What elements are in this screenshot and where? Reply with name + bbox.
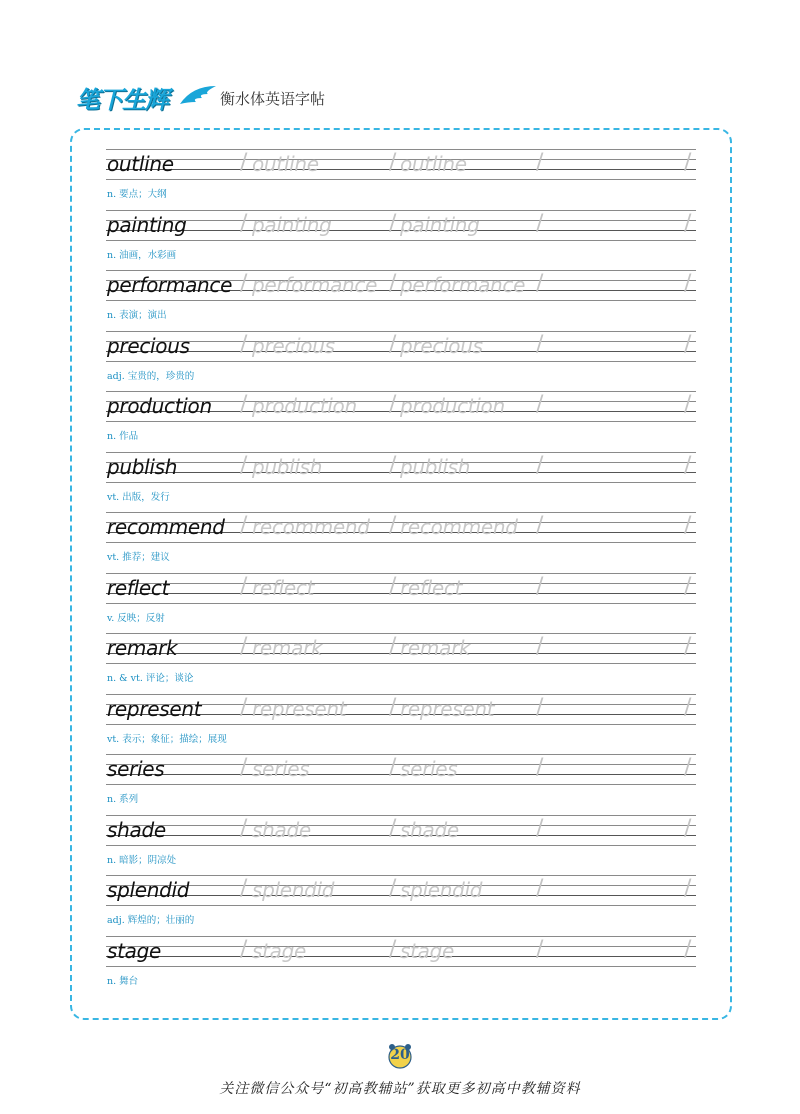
guide-line bbox=[106, 603, 696, 604]
practice-slash: / bbox=[536, 573, 544, 599]
practice-slash: / bbox=[389, 210, 397, 236]
trace-word: publish bbox=[400, 454, 471, 479]
trace-word: outline bbox=[400, 152, 467, 176]
trace-word: performance bbox=[400, 273, 526, 297]
vocab-definition: adj. 宝贵的，珍贵的 bbox=[107, 370, 195, 382]
vocab-entry bbox=[106, 807, 696, 868]
vocab-word: shade bbox=[107, 817, 166, 842]
vocab-entry bbox=[106, 686, 696, 747]
page-header bbox=[70, 80, 730, 120]
practice-slash: / bbox=[389, 271, 397, 296]
vocab-definition: n. 表演；演出 bbox=[107, 310, 167, 321]
trace-word: painting bbox=[400, 212, 480, 237]
vocab-word: recommend bbox=[107, 515, 225, 539]
guide-line bbox=[106, 240, 696, 241]
practice-slash: / bbox=[240, 815, 248, 841]
trace-word: remark bbox=[400, 636, 471, 660]
practice-slash: / bbox=[536, 513, 544, 538]
vocab-entry bbox=[106, 202, 696, 263]
trace-word: reflect bbox=[400, 575, 463, 600]
practice-slash: / bbox=[684, 513, 692, 538]
practice-slash: / bbox=[536, 936, 544, 962]
trace-word: outline bbox=[252, 152, 319, 176]
vocab-definition: n. 作品 bbox=[107, 431, 139, 442]
vocab-word: performance bbox=[107, 273, 233, 297]
guide-line bbox=[106, 331, 696, 332]
vocab-word: painting bbox=[107, 212, 187, 237]
practice-slash: / bbox=[389, 815, 397, 841]
guide-line bbox=[106, 391, 696, 392]
trace-word: performance bbox=[252, 273, 378, 297]
vocab-entry bbox=[106, 867, 696, 928]
vocab-definition: v. 反映；反射 bbox=[107, 612, 165, 624]
vocab-definition: vt. 推荐；建议 bbox=[107, 552, 170, 563]
practice-slash: / bbox=[536, 150, 544, 175]
vocab-entry bbox=[106, 323, 696, 384]
guide-line bbox=[106, 421, 696, 422]
practice-slash: / bbox=[240, 150, 248, 175]
trace-word: stage bbox=[252, 938, 307, 963]
guide-line bbox=[106, 270, 696, 271]
brand-logo: 笔下生辉 bbox=[76, 85, 168, 114]
vocab-definition: n. 系列 bbox=[107, 794, 139, 805]
practice-slash: / bbox=[536, 755, 544, 780]
practice-slash: / bbox=[240, 634, 248, 659]
guide-line bbox=[106, 724, 696, 725]
vocab-entry bbox=[106, 625, 696, 686]
footer-note: 关注微信公众号“初高教辅站”获取更多初高中教辅资料 bbox=[219, 1081, 581, 1097]
vocab-definition: n. 暗影；阴凉处 bbox=[107, 854, 177, 866]
trace-word: stage bbox=[400, 938, 455, 963]
practice-slash: / bbox=[536, 392, 544, 417]
guide-line bbox=[106, 452, 696, 453]
guide-line bbox=[106, 361, 696, 362]
vocab-entry bbox=[106, 504, 696, 565]
guide-line bbox=[106, 210, 696, 211]
trace-word: painting bbox=[252, 212, 332, 237]
practice-slash: / bbox=[684, 573, 692, 599]
trace-word: shade bbox=[252, 817, 311, 842]
trace-word: represent bbox=[252, 696, 347, 721]
practice-slash: / bbox=[389, 331, 397, 357]
trace-word: splendid bbox=[252, 878, 335, 902]
practice-slash: / bbox=[389, 150, 397, 175]
practice-slash: / bbox=[389, 755, 397, 780]
practice-slash: / bbox=[389, 634, 397, 659]
guide-line bbox=[106, 179, 696, 180]
trace-word: production bbox=[252, 394, 357, 418]
guide-line bbox=[106, 754, 696, 755]
practice-slash: / bbox=[240, 573, 248, 599]
practice-slash: / bbox=[684, 755, 692, 780]
guide-line bbox=[106, 663, 696, 664]
guide-line bbox=[106, 875, 696, 876]
trace-word: precious bbox=[252, 333, 335, 358]
practice-slash: / bbox=[536, 271, 544, 296]
vocab-definition: n. 要点；大纲 bbox=[107, 189, 167, 200]
practice-slash: / bbox=[240, 210, 248, 236]
vocab-entry bbox=[106, 262, 696, 323]
trace-word: series bbox=[252, 757, 310, 781]
practice-slash: / bbox=[684, 150, 692, 175]
practice-slash: / bbox=[240, 452, 248, 478]
practice-slash: / bbox=[536, 452, 544, 478]
trace-word: publish bbox=[252, 454, 323, 479]
practice-slash: / bbox=[536, 876, 544, 901]
practice-slash: / bbox=[389, 452, 397, 478]
vocab-word: represent bbox=[107, 696, 202, 721]
vocab-word: precious bbox=[107, 333, 190, 358]
practice-slash: / bbox=[536, 210, 544, 236]
practice-slash: / bbox=[240, 876, 248, 901]
vocab-word: series bbox=[107, 757, 165, 781]
trace-word: reflect bbox=[252, 575, 315, 600]
practice-slash: / bbox=[240, 271, 248, 296]
vocab-entry bbox=[106, 141, 696, 202]
vocab-definition: n. 油画，水彩画 bbox=[107, 249, 177, 261]
trace-word: series bbox=[400, 757, 458, 781]
vocab-word: outline bbox=[107, 152, 174, 176]
vocab-word: remark bbox=[107, 636, 178, 660]
vocab-word: stage bbox=[107, 938, 162, 963]
practice-slash: / bbox=[389, 876, 397, 901]
practice-slash: / bbox=[684, 634, 692, 659]
guide-line bbox=[106, 149, 696, 150]
vocab-definition: n. & vt. 评论；谈论 bbox=[107, 673, 194, 684]
trace-word: production bbox=[400, 394, 505, 418]
practice-slash: / bbox=[684, 936, 692, 962]
wings-icon bbox=[178, 84, 218, 110]
guide-line bbox=[106, 512, 696, 513]
trace-word: remark bbox=[252, 636, 323, 660]
guide-line bbox=[106, 966, 696, 967]
guide-line bbox=[106, 694, 696, 695]
page-number-badge bbox=[386, 1043, 414, 1067]
vocab-entry bbox=[106, 444, 696, 505]
guide-line bbox=[106, 905, 696, 906]
trace-word: represent bbox=[400, 696, 495, 721]
vocabulary-list bbox=[106, 141, 696, 988]
guide-line bbox=[106, 815, 696, 816]
trace-word: splendid bbox=[400, 878, 483, 902]
practice-slash: / bbox=[684, 392, 692, 417]
practice-slash: / bbox=[684, 210, 692, 236]
practice-slash: / bbox=[684, 815, 692, 841]
vocab-definition: n. 舞台 bbox=[107, 975, 139, 987]
practice-slash: / bbox=[240, 694, 248, 720]
vocab-word: publish bbox=[107, 454, 178, 479]
vocab-entry bbox=[106, 746, 696, 807]
trace-word: precious bbox=[400, 333, 483, 358]
practice-slash: / bbox=[240, 936, 248, 962]
vocab-word: reflect bbox=[107, 575, 170, 600]
practice-slash: / bbox=[240, 392, 248, 417]
book-subtitle: 衡水体英语字帖 bbox=[220, 90, 326, 108]
practice-slash: / bbox=[389, 936, 397, 962]
vocab-entry bbox=[106, 383, 696, 444]
practice-slash: / bbox=[389, 392, 397, 417]
practice-slash: / bbox=[684, 694, 692, 720]
practice-slash: / bbox=[389, 573, 397, 599]
trace-word: shade bbox=[400, 817, 459, 842]
page-number: 20 bbox=[390, 1047, 410, 1063]
guide-line bbox=[106, 633, 696, 634]
practice-slash: / bbox=[536, 331, 544, 357]
vocab-word: production bbox=[107, 394, 212, 418]
vocab-word: splendid bbox=[107, 878, 190, 902]
practice-slash: / bbox=[684, 876, 692, 901]
guide-line bbox=[106, 845, 696, 846]
practice-slash: / bbox=[240, 331, 248, 357]
practice-slash: / bbox=[536, 634, 544, 659]
guide-line bbox=[106, 936, 696, 937]
practice-slash: / bbox=[536, 815, 544, 841]
practice-slash: / bbox=[389, 694, 397, 720]
trace-word: recommend bbox=[400, 515, 518, 539]
practice-slash: / bbox=[684, 331, 692, 357]
trace-word: recommend bbox=[252, 515, 370, 539]
practice-slash: / bbox=[240, 755, 248, 780]
guide-line bbox=[106, 542, 696, 543]
practice-slash: / bbox=[684, 271, 692, 296]
vocab-definition: vt. 表示；象征；描绘；展现 bbox=[107, 733, 227, 745]
vocab-entry bbox=[106, 565, 696, 626]
guide-line bbox=[106, 300, 696, 301]
guide-line bbox=[106, 573, 696, 574]
vocab-definition: adj. 辉煌的；壮丽的 bbox=[107, 915, 195, 926]
practice-slash: / bbox=[536, 694, 544, 720]
practice-slash: / bbox=[240, 513, 248, 538]
vocab-entry bbox=[106, 928, 696, 989]
practice-slash: / bbox=[389, 513, 397, 538]
guide-line bbox=[106, 784, 696, 785]
vocab-definition: vt. 出版，发行 bbox=[107, 491, 170, 503]
guide-line bbox=[106, 482, 696, 483]
practice-slash: / bbox=[684, 452, 692, 478]
